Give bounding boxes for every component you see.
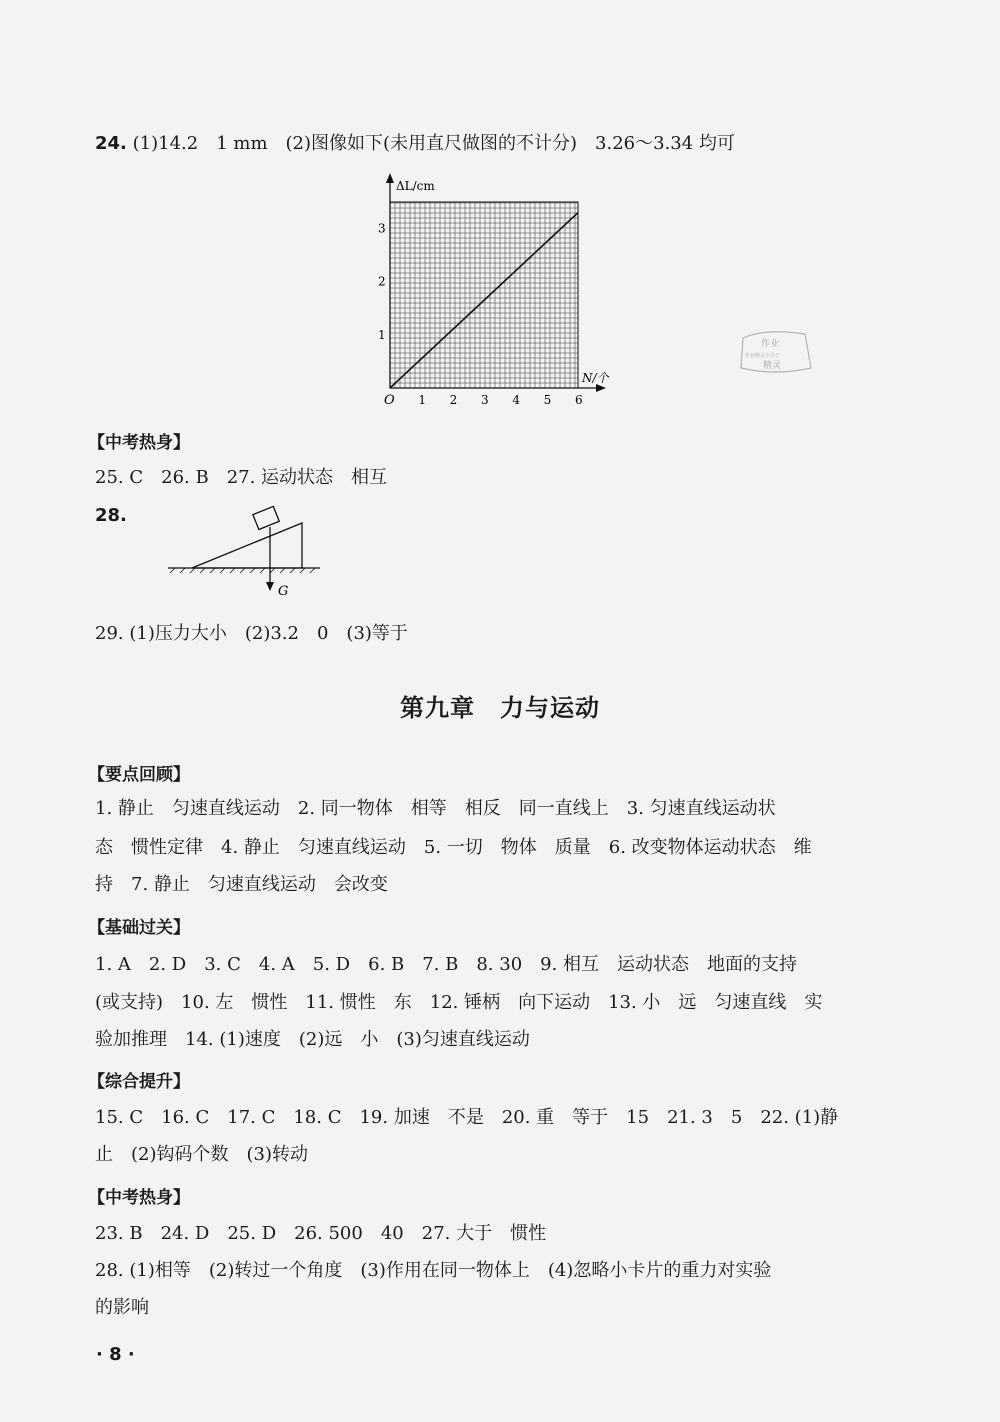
q24-answer: [95, 132, 905, 156]
graph-grid: [390, 202, 578, 388]
q25-27-answers: 25. C 26. B 27. 运动状态 相互: [95, 467, 388, 488]
comprehensive-line-1: 15. C 16. C 17. C 18. C 19. 加速 不是 20. 重 等于 15 21. 3 5 22. (1)静: [95, 1107, 839, 1128]
q28-number: 28.: [95, 505, 127, 526]
page-number: · 8 ·: [96, 1344, 135, 1365]
x-tick-label: 2: [449, 393, 458, 407]
x-tick-label: 5: [543, 393, 552, 407]
svg-text:作业: 作业: [761, 339, 780, 349]
review-line-2: 态 惯性定律 4. 静止 匀速直线运动 5. 一切 物体 质量 6. 改变物体运动状态 维: [95, 837, 812, 858]
exam-line-2: 28. (1)相等 (2)转过一个角度 (3)作用在同一物体上 (4)忽略小卡片的重力对实验: [95, 1260, 772, 1281]
basic-line-2: (或支持) 10. 左 惯性 11. 惯性 东 12. 锤柄 向下运动 13. 小 远 匀速直线 实: [95, 992, 823, 1013]
q24-number: 24.: [95, 133, 127, 154]
svg-text:作业精灵专注于: 作业精灵专注于: [745, 353, 781, 359]
x-tick-label: 3: [481, 393, 489, 407]
block: [253, 506, 279, 529]
section-exam-warmup-2: 【中考热身】: [88, 1188, 190, 1208]
incline-diagram: [160, 505, 330, 600]
x-tick-label: 1: [418, 393, 426, 407]
basic-line-3: 验加推理 14. (1)速度 (2)远 小 (3)匀速直线运动: [95, 1029, 530, 1050]
y-axis-label: ΔL/cm: [396, 179, 435, 193]
svg-text:精灵: 精灵: [763, 361, 782, 371]
x-axis-label: N/个: [582, 371, 609, 385]
y-axis-arrow: [386, 173, 394, 183]
section-basic: 【基础过关】: [88, 918, 190, 938]
chapter-title: 第九章 力与运动: [400, 694, 600, 722]
comprehensive-line-2: 止 (2)钩码个数 (3)转动: [95, 1144, 308, 1165]
section-key-points: 【要点回顾】: [88, 765, 190, 785]
x-tick-label: 6: [575, 393, 583, 407]
q29-answer: 29. (1)压力大小 (2)3.2 0 (3)等于: [95, 623, 408, 644]
ground-hatch: [170, 568, 315, 573]
exam-line-1: 23. B 24. D 25. D 26. 500 40 27. 大于 惯性: [95, 1223, 547, 1244]
section-exam-warmup-1: 【中考热身】: [88, 433, 190, 453]
deformation-graph: [350, 170, 640, 415]
origin-label: O: [384, 393, 395, 408]
q24-text: (1)14.2 1 mm (2)图像如下(未用直尺做图的不计分) 3.26～3.34 均可: [132, 133, 735, 154]
section-comprehensive: 【综合提升】: [88, 1072, 190, 1092]
gravity-label: G: [278, 584, 289, 599]
review-line-1: 1. 静止 匀速直线运动 2. 同一物体 相等 相反 同一直线上 3. 匀速直线运动状: [95, 798, 776, 819]
x-axis-arrow: [596, 384, 606, 392]
basic-line-1: 1. A 2. D 3. C 4. A 5. D 6. B 7. B 8. 30 9. 相互 运动状态 地面的支持: [95, 954, 798, 975]
watermark-stamp: [735, 328, 815, 374]
review-line-3: 持 7. 静止 匀速直线运动 会改变: [95, 874, 388, 895]
incline: [192, 523, 302, 568]
y-tick-label: 2: [378, 274, 386, 289]
y-tick-label: 3: [378, 221, 386, 236]
y-tick-label: 1: [378, 327, 386, 342]
x-tick-label: 4: [512, 393, 520, 407]
exam-line-3: 的影响: [95, 1297, 149, 1318]
